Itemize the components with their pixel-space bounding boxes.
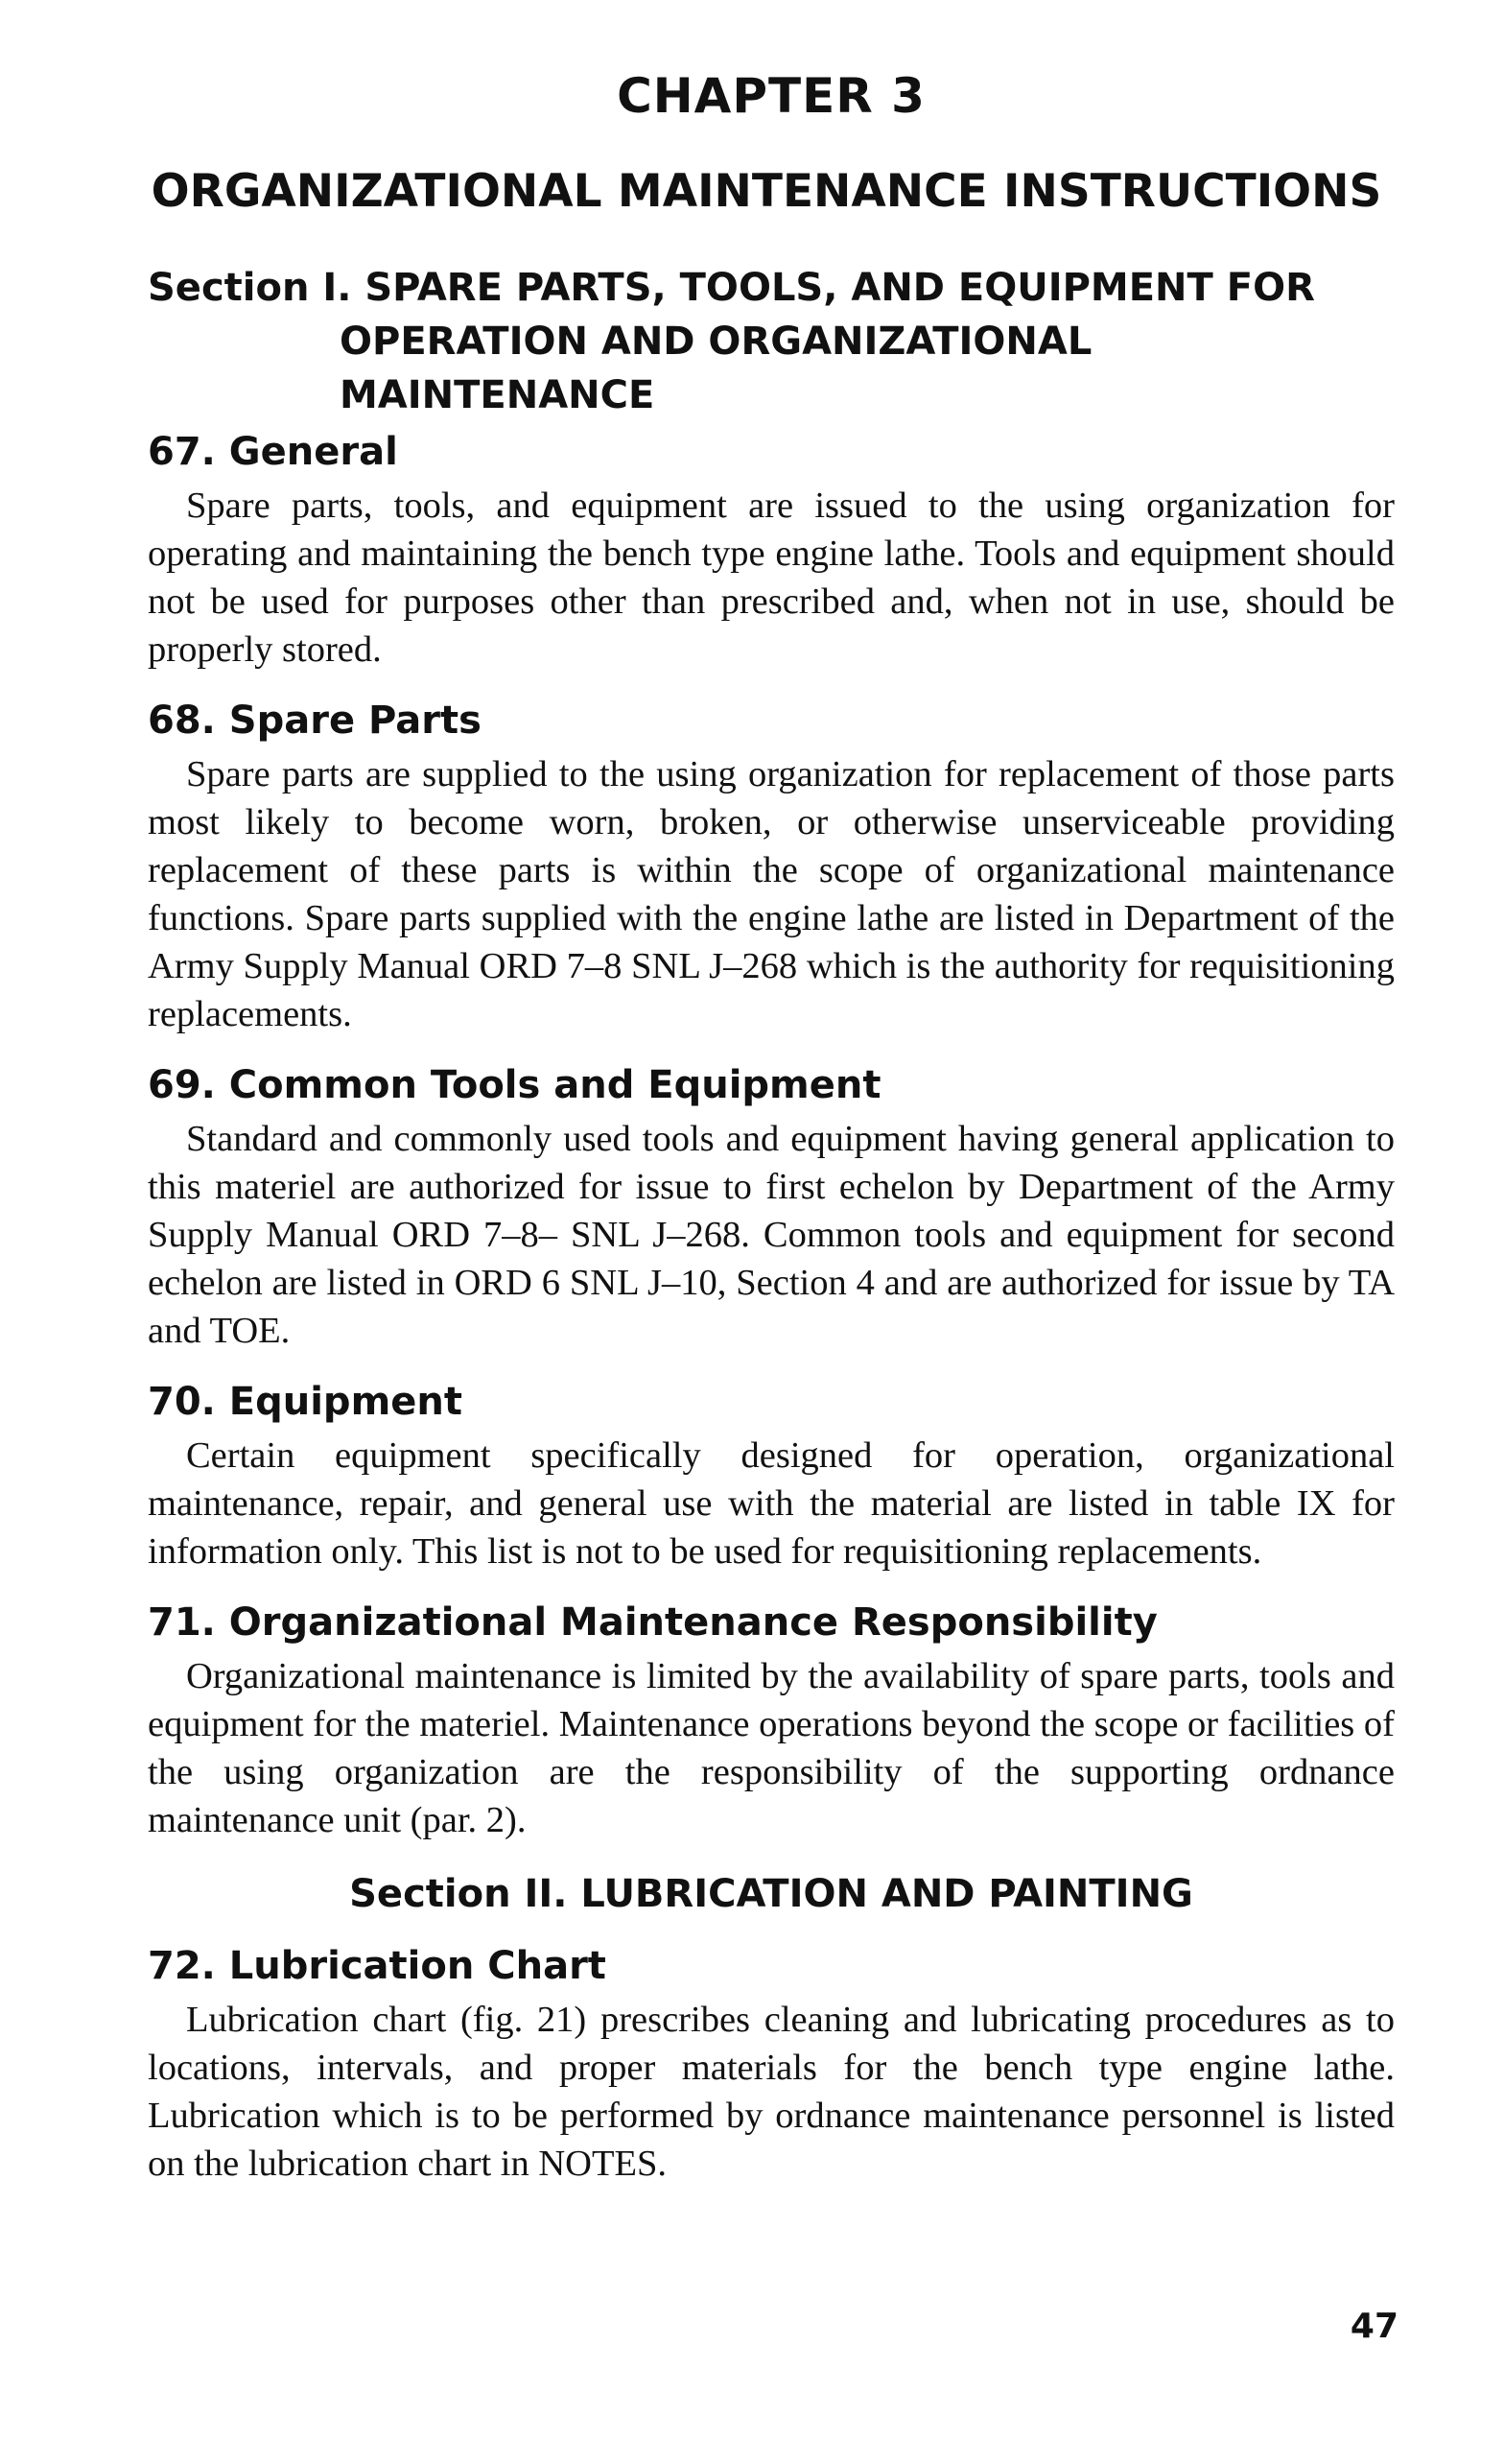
- document-page: [148, 67, 1395, 2211]
- chapter-title: ORGANIZATIONAL MAINTENANCE INSTRUCTIONS: [151, 165, 1382, 218]
- section-1-title: Section I. SPARE PARTS, TOOLS, AND EQUIPMENT FOR OPERATION AND ORGANIZATIONAL MAINTENANCE: [148, 266, 1315, 417]
- page-number: 47: [1350, 2307, 1398, 2346]
- section-2-title: Section II. LUBRICATION AND PAINTING: [349, 1872, 1193, 1916]
- paragraph-72-body: Lubrication chart (fig. 21) prescribes cleaning and lubricating procedures as to locations, intervals, and proper materials for the bench type engine lathe. Lubrication which is to be performed by ordnance maintenance personnel is listed on the lubrication chart in NOTES.: [148, 2000, 1395, 2184]
- paragraph-67-heading: 67. General: [148, 430, 398, 474]
- paragraph-72-heading: 72. Lubrication Chart: [148, 1944, 606, 1988]
- paragraph-67-body: Spare parts, tools, and equipment are issued to the using organization for operating and maintaining the bench type engine lathe. Tools and equipment should not be used for purposes other than prescribed and, when not in use, should be properly stored.: [148, 486, 1395, 670]
- paragraph-70-body: Certain equipment specifically designed for operation, organizational maintenance, repair, and general use with the material are listed in table IX for information only. This list is not to be used for requisitioning replacements.: [148, 1435, 1395, 1572]
- paragraph-70-heading: 70. Equipment: [148, 1380, 462, 1424]
- paragraph-69-heading: 69. Common Tools and Equipment: [148, 1063, 881, 1107]
- paragraph-68-body: Spare parts are supplied to the using organization for replacement of those parts most likely to become worn, broken, or otherwise unserviceable providing replacement of these parts is within the scope of organizational maintenance functions. Spare parts supplied with the engine lathe are listed in Department of the Army Supply Manual ORD 7–8 SNL J–268 which is the authority for requisitioning replacements.: [148, 754, 1395, 1034]
- paragraph-71-heading: 71. Organizational Maintenance Responsibility: [148, 1600, 1158, 1645]
- paragraph-68-heading: 68. Spare Parts: [148, 699, 482, 743]
- paragraph-71-body: Organizational maintenance is limited by the availability of spare parts, tools and equipment for the materiel. Maintenance operations beyond the scope or facilities of the using organization are the responsibility of the supporting ordnance maintenance unit (par. 2).: [148, 1656, 1395, 1840]
- paragraph-69-body: Standard and commonly used tools and equipment having general application to this materiel are authorized for issue to first echelon by Department of the Army Supply Manual ORD 7–8– SNL J–268. Common tools and equipment for second echelon are listed in ORD 6 SNL J–10, Section 4 and are authorized for issue by TA and TOE.: [148, 1119, 1395, 1351]
- chapter-number: CHAPTER 3: [617, 68, 926, 124]
